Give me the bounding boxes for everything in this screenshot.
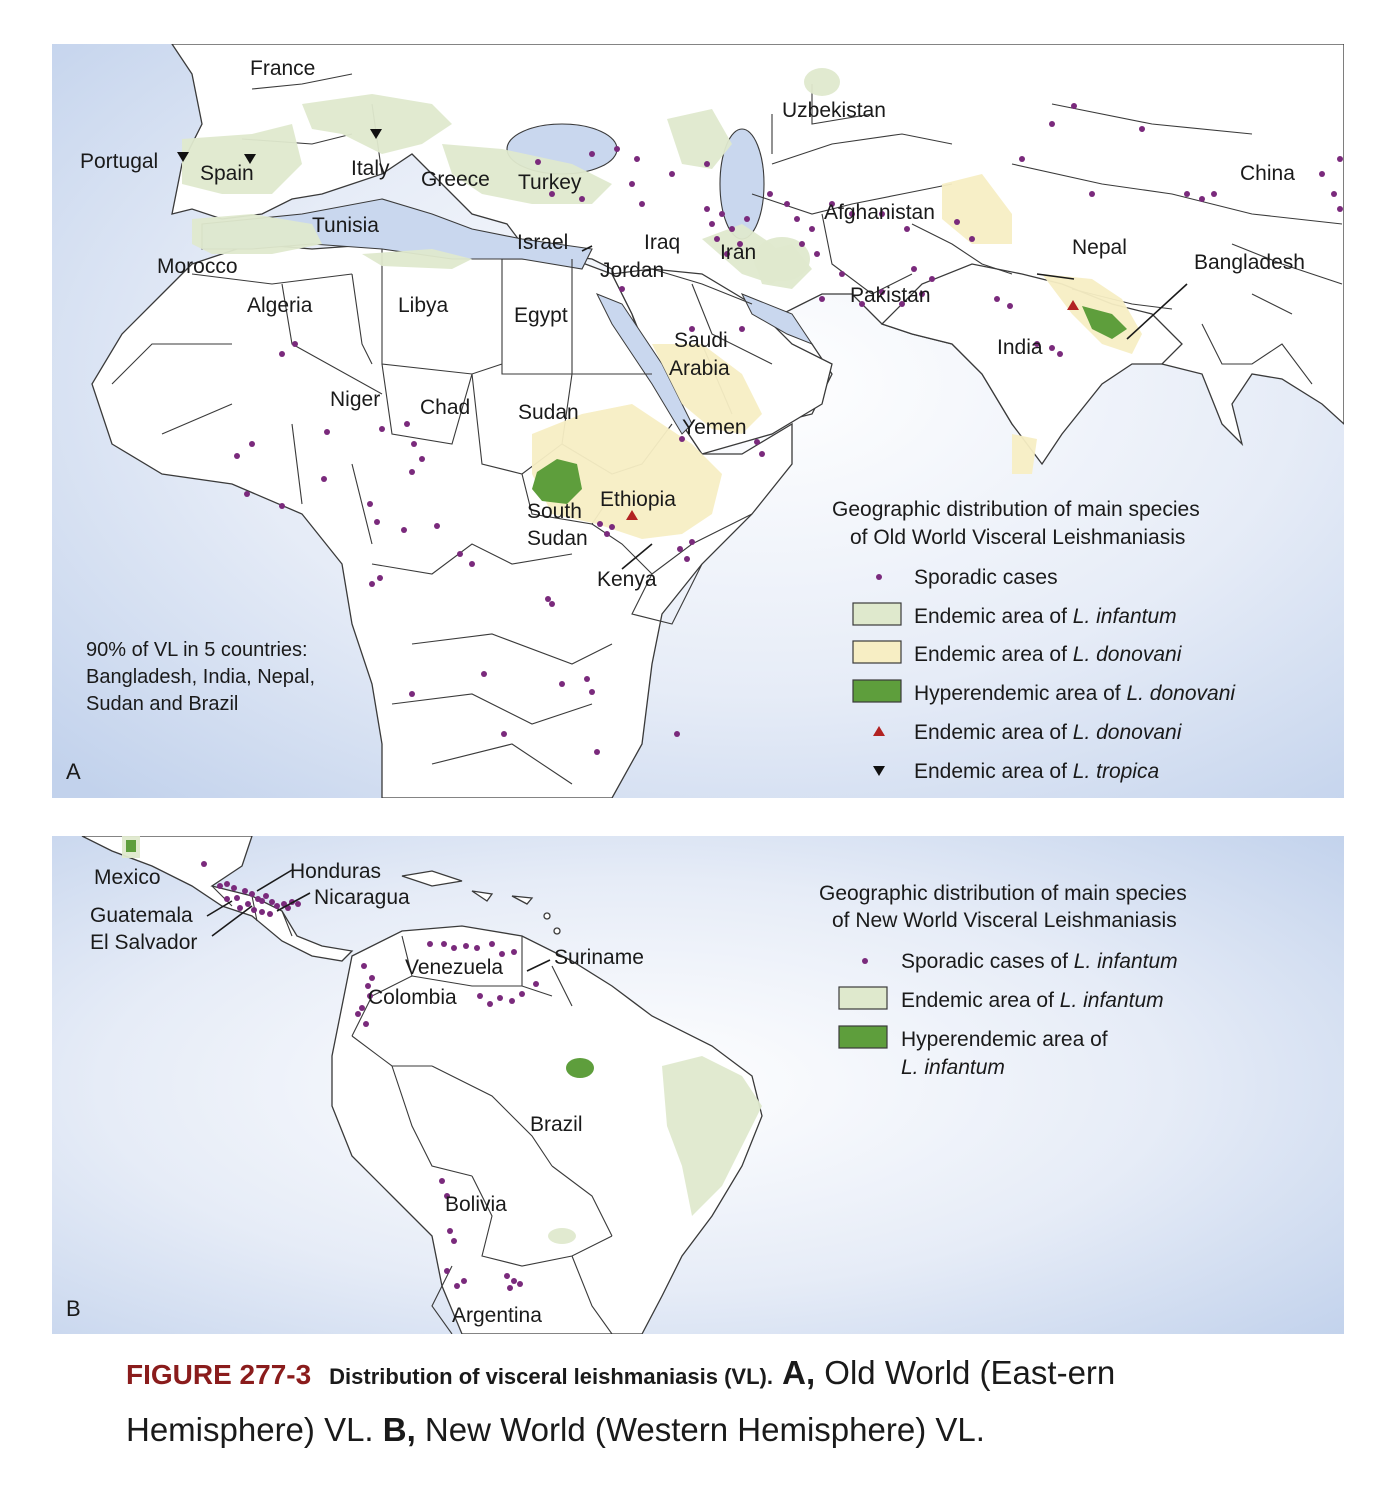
sporadic-dot-a-33 (814, 251, 820, 257)
sporadic-dot-b-2 (224, 881, 230, 887)
sporadic-dot-b-11 (274, 903, 280, 909)
label-bangladesh: Bangladesh (1194, 251, 1305, 274)
legend-b-title-2: of New World Visceral Leishmaniasis (832, 909, 1177, 932)
caption-b-label: B, (382, 1411, 416, 1448)
label-afghanistan: Afghanistan (824, 201, 935, 224)
sporadic-dot-b-50 (504, 1273, 510, 1279)
sporadic-dot-a-76 (401, 527, 407, 533)
sporadic-dot-b-34 (489, 941, 495, 947)
sporadic-dot-b-40 (509, 998, 515, 1004)
sporadic-dot-b-17 (251, 907, 257, 913)
sporadic-dot-a-81 (609, 524, 615, 530)
label-chad: Chad (420, 396, 471, 419)
label-turkey: Turkey (518, 171, 582, 194)
new-world-map (52, 836, 1344, 1334)
sporadic-dot-b-52 (517, 1281, 523, 1287)
sporadic-dot-a-59 (759, 451, 765, 457)
label-south-sudan-1: South (527, 500, 582, 523)
label-yemen: Yemen (682, 416, 747, 439)
sporadic-dot-a-36 (839, 271, 845, 277)
sporadic-dot-b-4 (234, 895, 240, 901)
sporadic-dot-a-83 (689, 539, 695, 545)
sporadic-dot-a-73 (279, 503, 285, 509)
legend-item-6: Endemic area of L. tropica (914, 760, 1160, 783)
note-line-3: Sudan and Brazil (86, 693, 239, 715)
sporadic-dot-b-27 (355, 1011, 361, 1017)
sporadic-dot-a-63 (324, 429, 330, 435)
sporadic-dot-a-15 (1211, 191, 1217, 197)
label-iraq: Iraq (644, 231, 681, 254)
sporadic-dot-a-95 (501, 731, 507, 737)
sporadic-dot-a-4 (669, 171, 675, 177)
legend-title-1: Geographic distribution of main species (832, 498, 1200, 521)
sporadic-dot-b-39 (497, 995, 503, 1001)
sporadic-dot-b-49 (454, 1283, 460, 1289)
sporadic-dot-a-56 (739, 326, 745, 332)
sporadic-dot-b-3 (231, 885, 237, 891)
sporadic-dot-a-16 (1319, 171, 1325, 177)
sporadic-dot-a-89 (369, 581, 375, 587)
legend-b-title-1: Geographic distribution of main species (819, 882, 1187, 905)
legend-b-infantum-swatch (839, 987, 887, 1009)
panel-letter-b: B (66, 1296, 81, 1321)
sporadic-dot-a-29 (784, 201, 790, 207)
sporadic-dot-b-38 (487, 1001, 493, 1007)
label-nepal: Nepal (1072, 236, 1127, 259)
sporadic-dot-b-26 (359, 1005, 365, 1011)
sporadic-dot-a-20 (704, 206, 710, 212)
sporadic-dot-a-53 (629, 181, 635, 187)
label-saudi-2: Arabia (669, 357, 730, 380)
sporadic-dot-b-22 (361, 963, 367, 969)
sporadic-dot-a-12 (1089, 191, 1095, 197)
sporadic-dot-a-1 (589, 151, 595, 157)
label-algeria: Algeria (247, 294, 313, 317)
label-guatemala: Guatemala (90, 904, 193, 927)
sporadic-dot-a-79 (469, 561, 475, 567)
label-el-salvador: El Salvador (90, 931, 198, 954)
sporadic-dot-a-68 (409, 469, 415, 475)
caption-b-text: New World (Western Hemisphere) VL. (415, 1411, 985, 1448)
label-niger: Niger (330, 388, 381, 411)
sporadic-dot-a-48 (994, 296, 1000, 302)
old-world-map (52, 44, 1344, 798)
sporadic-dot-a-19 (1337, 206, 1343, 212)
sporadic-dot-a-84 (677, 546, 683, 552)
sporadic-dot-b-1 (217, 883, 223, 889)
sporadic-dot-a-13 (1184, 191, 1190, 197)
label-argentina: Argentina (452, 1304, 542, 1327)
label-italy: Italy (351, 157, 390, 180)
sporadic-dot-a-64 (379, 426, 385, 432)
sporadic-dot-a-82 (604, 531, 610, 537)
label-colombia: Colombia (368, 986, 457, 1009)
label-sudan: Sudan (518, 401, 579, 424)
sporadic-dot-a-0 (535, 159, 541, 165)
sporadic-dot-b-33 (474, 945, 480, 951)
sporadic-dot-a-5 (704, 161, 710, 167)
sporadic-dot-a-77 (434, 523, 440, 529)
sporadic-dot-b-36 (511, 949, 517, 955)
sporadic-dot-a-24 (729, 226, 735, 232)
sporadic-dot-a-2 (614, 146, 620, 152)
sporadic-dot-b-16 (245, 901, 251, 907)
label-suriname: Suriname (554, 946, 644, 969)
label-egypt: Egypt (514, 304, 568, 327)
sporadic-dot-b-8 (259, 898, 265, 904)
legend-item-1: Sporadic cases (914, 566, 1058, 589)
sporadic-dot-b-42 (533, 981, 539, 987)
sporadic-dot-a-71 (234, 453, 240, 459)
sporadic-dot-a-30 (794, 216, 800, 222)
sporadic-dot-a-90 (409, 691, 415, 697)
label-china: China (1240, 162, 1295, 185)
sporadic-dot-a-38 (904, 226, 910, 232)
sporadic-dot-b-9 (263, 893, 269, 899)
sporadic-dot-a-97 (674, 731, 680, 737)
legend-hyperendemic-swatch (853, 680, 901, 702)
label-ethiopia: Ethiopia (600, 488, 676, 511)
label-israel: Israel (517, 231, 569, 254)
sporadic-dot-a-46 (954, 219, 960, 225)
label-india: India (997, 336, 1043, 359)
sporadic-dot-a-21 (709, 221, 715, 227)
legend-item-3: Endemic area of L. donovani (914, 643, 1182, 666)
panel-letter-a: A (66, 759, 81, 784)
sporadic-dot-a-55 (619, 286, 625, 292)
sporadic-dot-a-74 (367, 501, 373, 507)
sporadic-dot-a-11 (1139, 126, 1145, 132)
figure-number: FIGURE 277-3 (126, 1359, 312, 1390)
label-spain: Spain (200, 162, 254, 185)
sporadic-dot-a-92 (559, 681, 565, 687)
sporadic-dot-b-29 (427, 941, 433, 947)
sporadic-dot-a-8 (1071, 103, 1077, 109)
sporadic-dot-b-45 (447, 1228, 453, 1234)
label-iran: Iran (720, 241, 757, 264)
sporadic-dot-a-40 (929, 276, 935, 282)
sporadic-dot-b-18 (259, 909, 265, 915)
label-libya: Libya (398, 294, 449, 317)
sporadic-dot-a-28 (767, 191, 773, 197)
legend-b-item-3: Hyperendemic area of (901, 1028, 1108, 1051)
sporadic-dot-a-18 (1331, 191, 1337, 197)
label-portugal: Portugal (80, 150, 159, 173)
note-line-1: 90% of VL in 5 countries: (86, 639, 308, 661)
sporadic-dot-a-65 (404, 421, 410, 427)
label-mexico: Mexico (94, 866, 161, 889)
sporadic-dot-a-39 (911, 266, 917, 272)
sporadic-dot-b-28 (363, 1021, 369, 1027)
map-panel-b (52, 836, 1344, 1334)
legend-title-2: of Old World Visceral Leishmaniasis (850, 526, 1186, 549)
label-pakistan: Pakistan (850, 284, 931, 307)
legend-b-item-1: Sporadic cases of L. infantum (901, 950, 1178, 973)
sporadic-dot-a-78 (457, 551, 463, 557)
legend-b-item-3-species: L. infantum (901, 1056, 1005, 1079)
sporadic-dot-a-67 (419, 456, 425, 462)
sporadic-dot-b-53 (507, 1285, 513, 1291)
sporadic-dot-a-10 (1019, 156, 1025, 162)
label-greece: Greece (421, 168, 490, 191)
sporadic-dot-a-86 (549, 601, 555, 607)
sporadic-dot-a-17 (1337, 156, 1343, 162)
sporadic-dot-a-88 (377, 575, 383, 581)
sporadic-dot-a-61 (292, 341, 298, 347)
label-saudi-1: Saudi (674, 329, 728, 352)
sporadic-dot-a-58 (754, 439, 760, 445)
label-nicaragua: Nicaragua (314, 886, 410, 909)
sporadic-dot-a-94 (589, 689, 595, 695)
legend-item-5: Endemic area of L. donovani (914, 721, 1182, 744)
sporadic-dot-a-14 (1199, 196, 1205, 202)
sporadic-dot-b-46 (451, 1238, 457, 1244)
sporadic-dot-b-6 (249, 891, 255, 897)
sporadic-dot-a-49 (1007, 303, 1013, 309)
label-brazil: Brazil (530, 1113, 583, 1136)
sporadic-dot-b-30 (441, 941, 447, 947)
label-jordan: Jordan (600, 259, 665, 282)
label-morocco: Morocco (157, 255, 238, 278)
sporadic-dot-a-9 (1049, 121, 1055, 127)
label-kenya: Kenya (597, 568, 657, 591)
sporadic-dot-b-47 (444, 1268, 450, 1274)
sporadic-dot-a-32 (799, 241, 805, 247)
sporadic-dot-a-52 (1057, 351, 1063, 357)
map-panel-a (52, 44, 1344, 798)
caption-a-label: A, (782, 1354, 816, 1391)
caption-a-text: Old World (East-ern Hemisphere) VL. (126, 1354, 1116, 1448)
sporadic-dot-a-23 (719, 211, 725, 217)
sporadic-dot-a-7 (579, 196, 585, 202)
sporadic-dot-a-75 (374, 519, 380, 525)
label-bolivia: Bolivia (445, 1193, 507, 1216)
sporadic-dot-a-66 (411, 441, 417, 447)
sporadic-dot-a-85 (684, 556, 690, 562)
sporadic-dot-b-23 (369, 975, 375, 981)
label-uzbekistan: Uzbekistan (782, 99, 886, 122)
legend-b-item-2: Endemic area of L. infantum (901, 989, 1164, 1012)
sporadic-dot-b-0 (201, 861, 207, 867)
sporadic-dot-b-41 (519, 991, 525, 997)
legend-donovani-swatch (853, 641, 901, 663)
legend-sporadic-dot (876, 574, 882, 580)
sporadic-dot-b-21 (224, 896, 230, 902)
sporadic-dot-b-15 (295, 901, 301, 907)
sporadic-dot-a-31 (809, 226, 815, 232)
sporadic-dot-a-93 (584, 676, 590, 682)
sporadic-dot-b-20 (237, 905, 243, 911)
legend-b-sporadic-dot (862, 958, 868, 964)
sporadic-dot-b-31 (451, 945, 457, 951)
sporadic-dot-a-91 (481, 671, 487, 677)
sporadic-dot-b-48 (461, 1278, 467, 1284)
sporadic-dot-a-69 (321, 476, 327, 482)
label-venezuela: Venezuela (405, 956, 504, 979)
sporadic-dot-a-87 (545, 596, 551, 602)
sporadic-dot-b-51 (511, 1278, 517, 1284)
caption-heading: Distribution of visceral leishmaniasis (VL). (329, 1364, 773, 1389)
sporadic-dot-a-51 (1049, 345, 1055, 351)
sporadic-dot-b-5 (242, 888, 248, 894)
note-line-2: Bangladesh, India, Nepal, (86, 666, 316, 688)
legend-item-4: Hyperendemic area of L. donovani (914, 682, 1236, 705)
sporadic-dot-b-37 (477, 993, 483, 999)
label-south-sudan-2: Sudan (527, 527, 588, 550)
sporadic-dot-a-96 (594, 749, 600, 755)
sporadic-dot-b-32 (463, 943, 469, 949)
legend-infantum-swatch (853, 603, 901, 625)
sporadic-dot-a-80 (597, 521, 603, 527)
sporadic-dot-a-54 (639, 201, 645, 207)
sporadic-dot-a-47 (969, 236, 975, 242)
sporadic-dot-a-45 (819, 296, 825, 302)
sporadic-dot-a-72 (244, 491, 250, 497)
sporadic-dot-b-10 (269, 899, 275, 905)
legend-item-2: Endemic area of L. infantum (914, 605, 1177, 628)
sporadic-dot-b-43 (439, 1178, 445, 1184)
label-honduras: Honduras (290, 860, 382, 883)
sporadic-dot-a-27 (744, 216, 750, 222)
figure-caption (126, 1346, 1306, 1456)
sporadic-dot-a-62 (279, 351, 285, 357)
label-tunisia: Tunisia (312, 214, 379, 237)
sporadic-dot-a-3 (634, 156, 640, 162)
sporadic-dot-a-70 (249, 441, 255, 447)
label-france: France (250, 57, 316, 80)
legend-b-hyperendemic-swatch (839, 1026, 887, 1048)
sporadic-dot-b-19 (267, 911, 273, 917)
